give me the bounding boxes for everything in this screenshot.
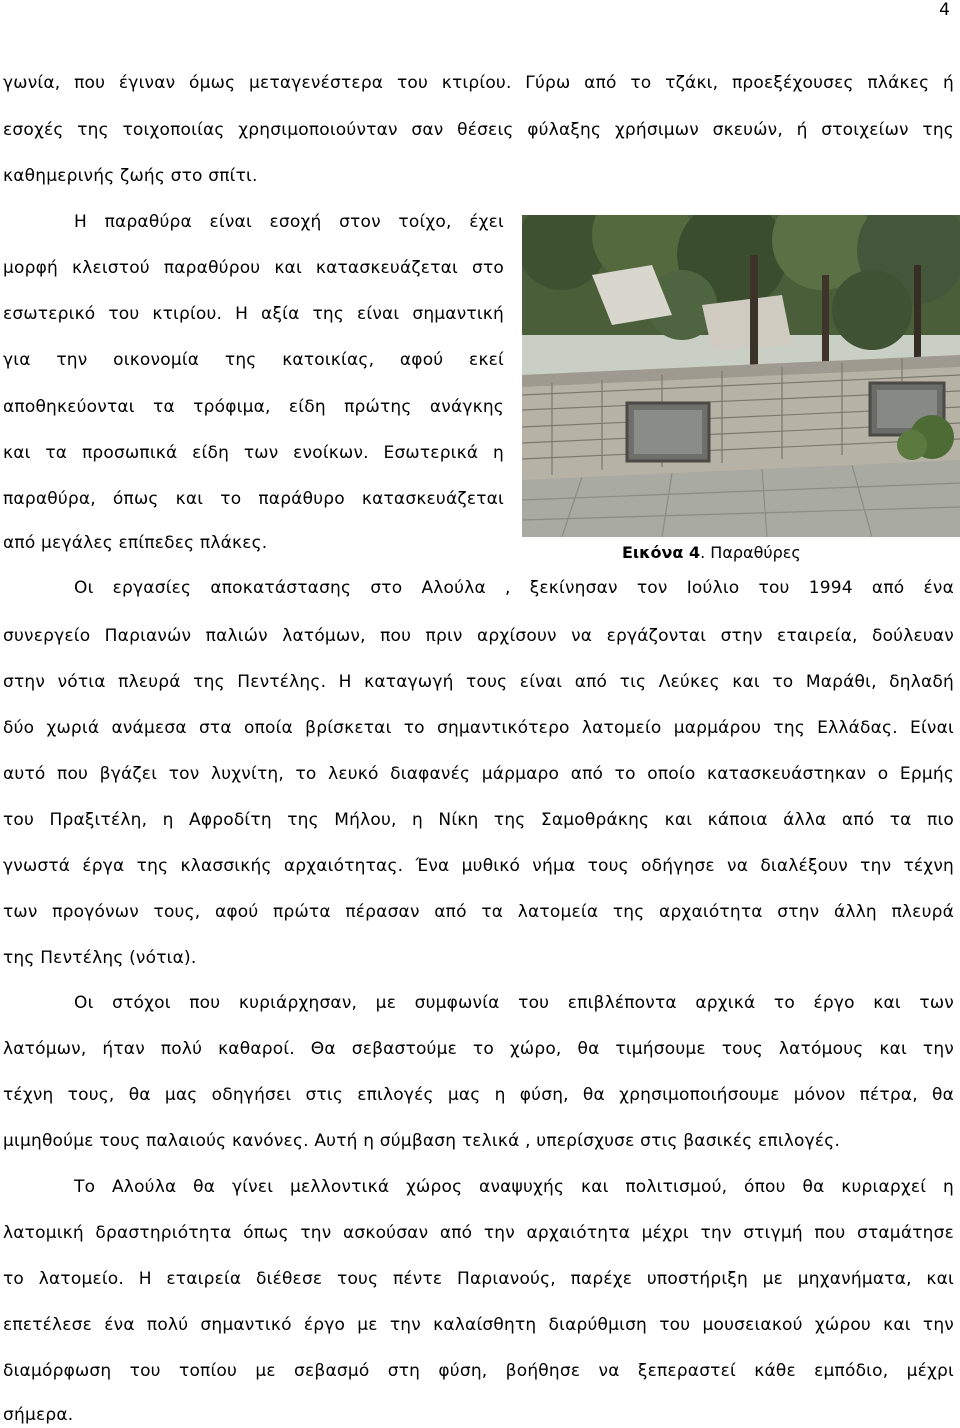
- body-line-10: Οι στόχοι που κυριάρχησαν, με συμφωνία του επιβλέποντα αρχικά το έργο και των: [74, 993, 954, 1013]
- side-line-8: από μεγάλες επίπεδες πλάκες.: [3, 533, 268, 553]
- body-line-9: της Πεντέλης (νότια).: [3, 948, 197, 968]
- body-line-8: των προγόνων τους, αφού πρώτα πέρασαν από τα λατομεία της αρχαιότητα στην άλλη πλευρά: [3, 902, 954, 922]
- body-line-2: συνεργείο Παριανών παλιών λατόμων, που πριν αρχίσουν να εργάζονται στην εταιρεία, δούλευαν: [3, 626, 954, 646]
- body-line-4: δύο χωριά ανάμεσα στα οποία βρίσκεται το σημαντικότερο λατομείο μαρμάρου της Ελλάδας. Είναι: [3, 718, 954, 738]
- body-line-1: Οι εργασίες αποκατάστασης στο Αλούλα , ξεκίνησαν τον Ιούλιο του 1994 από ένα: [74, 578, 954, 598]
- body-line-3: στην νότια πλευρά της Πεντέλης. Η καταγωγή τους είναι από τις Λεύκες και το Μαράθι, δηλαδή: [3, 672, 954, 692]
- body-line-6: του Πραξιτέλη, η Αφροδίτη της Μήλου, η Νίκη της Σαμοθράκης και κάποια άλλα από τα πιο: [3, 810, 954, 830]
- body-line-15: λατομική δραστηριότητα όπως την ασκούσαν από την αρχαιότητα μέχρι την στιγμή που σταμάτησε: [3, 1223, 954, 1243]
- body-line-17: επετέλεσε ένα πολύ σημαντικό έργο με την καλαίσθητη διαρύθμιση του μουσειακού χώρου και την: [3, 1315, 954, 1335]
- side-line-2: μορφή κλειστού παραθύρου και κατασκευάζεται στο: [3, 258, 504, 278]
- figure-caption: [622, 543, 801, 563]
- body-line-19: σήμερα.: [3, 1405, 74, 1425]
- body-line-5: αυτό που βγάζει τον λυχνίτη, το λευκό διαφανές μάρμαρο από το οποίο κατασκευάστηκαν ο Ερμής: [3, 764, 954, 784]
- body-line-18: διαμόρφωση του τοπίου με σεβασμό στη φύση, βοήθησε να ξεπεραστεί κάθε εμπόδιο, μέχρι: [3, 1361, 954, 1381]
- body-line-16: το λατομείο. Η εταιρεία διέθεσε τους πέντε Παριανούς, παρέχε υποστήριξη με μηχανήματα, και: [3, 1269, 954, 1289]
- intro-line-2: εσοχές της τοιχοποιίας χρησιμοποιούνταν σαν θέσεις φύλαξης χρήσιμων σκευών, ή στοιχείων της: [3, 120, 954, 140]
- side-line-5: αποθηκεύονται τα τρόφιμα, είδη πρώτης ανάγκης: [3, 397, 504, 417]
- side-line-4: για την οικονομία της κατοικίας, αφού εκεί: [3, 350, 504, 370]
- body-line-7: γνωστά έργα της κλασσικής αρχαιότητας. Ένα μυθικό νήμα τους οδήγησε να διαλέξουν την τέχνη: [3, 856, 954, 876]
- page-number: 4: [939, 0, 950, 20]
- body-line-13: μιμηθούμε τους παλαιούς κανόνες. Αυτή η σύμβαση τελικά , υπερίσχυσε στις βασικές επιλογές.: [3, 1131, 841, 1151]
- body-line-14: Το Αλούλα θα γίνει μελλοντικά χώρος αναψυχής και πολιτισμού, όπου θα κυριαρχεί η: [74, 1177, 954, 1197]
- side-line-7: παραθύρα, όπως και το παράθυρο κατασκευάζεται: [3, 489, 504, 509]
- body-line-11: λατόμων, ήταν πολύ καθαροί. Θα σεβαστούμε το χώρο, θα τιμήσουμε τους λατόμους και την: [3, 1039, 954, 1059]
- body-line-12: τέχνη τους, θα μας οδηγήσει στις επιλογές μας η φύση, θα χρησιμοποιήσουμε μόνον πέτρα, θα: [3, 1085, 954, 1105]
- figure-caption-text: . Παραθύρες: [700, 543, 801, 562]
- side-line-6: και τα προσωπικά είδη των ενοίκων. Εσωτερικά η: [3, 443, 504, 463]
- side-line-3: εσωτερικό του κτιρίου. Η αξία της είναι σημαντική: [3, 304, 504, 324]
- figure-caption-label: Εικόνα 4: [622, 543, 701, 562]
- intro-line-3: καθημερινής ζωής στο σπίτι.: [3, 166, 258, 186]
- figure-photo-paratheres: [522, 215, 960, 537]
- intro-line-1: γωνία, που έγιναν όμως μεταγενέστερα του κτιρίου. Γύρω από το τζάκι, προεξέχουσες πλάκες ή: [3, 73, 954, 93]
- side-line-1: Η παραθύρα είναι εσοχή στον τοίχο, έχει: [74, 212, 504, 232]
